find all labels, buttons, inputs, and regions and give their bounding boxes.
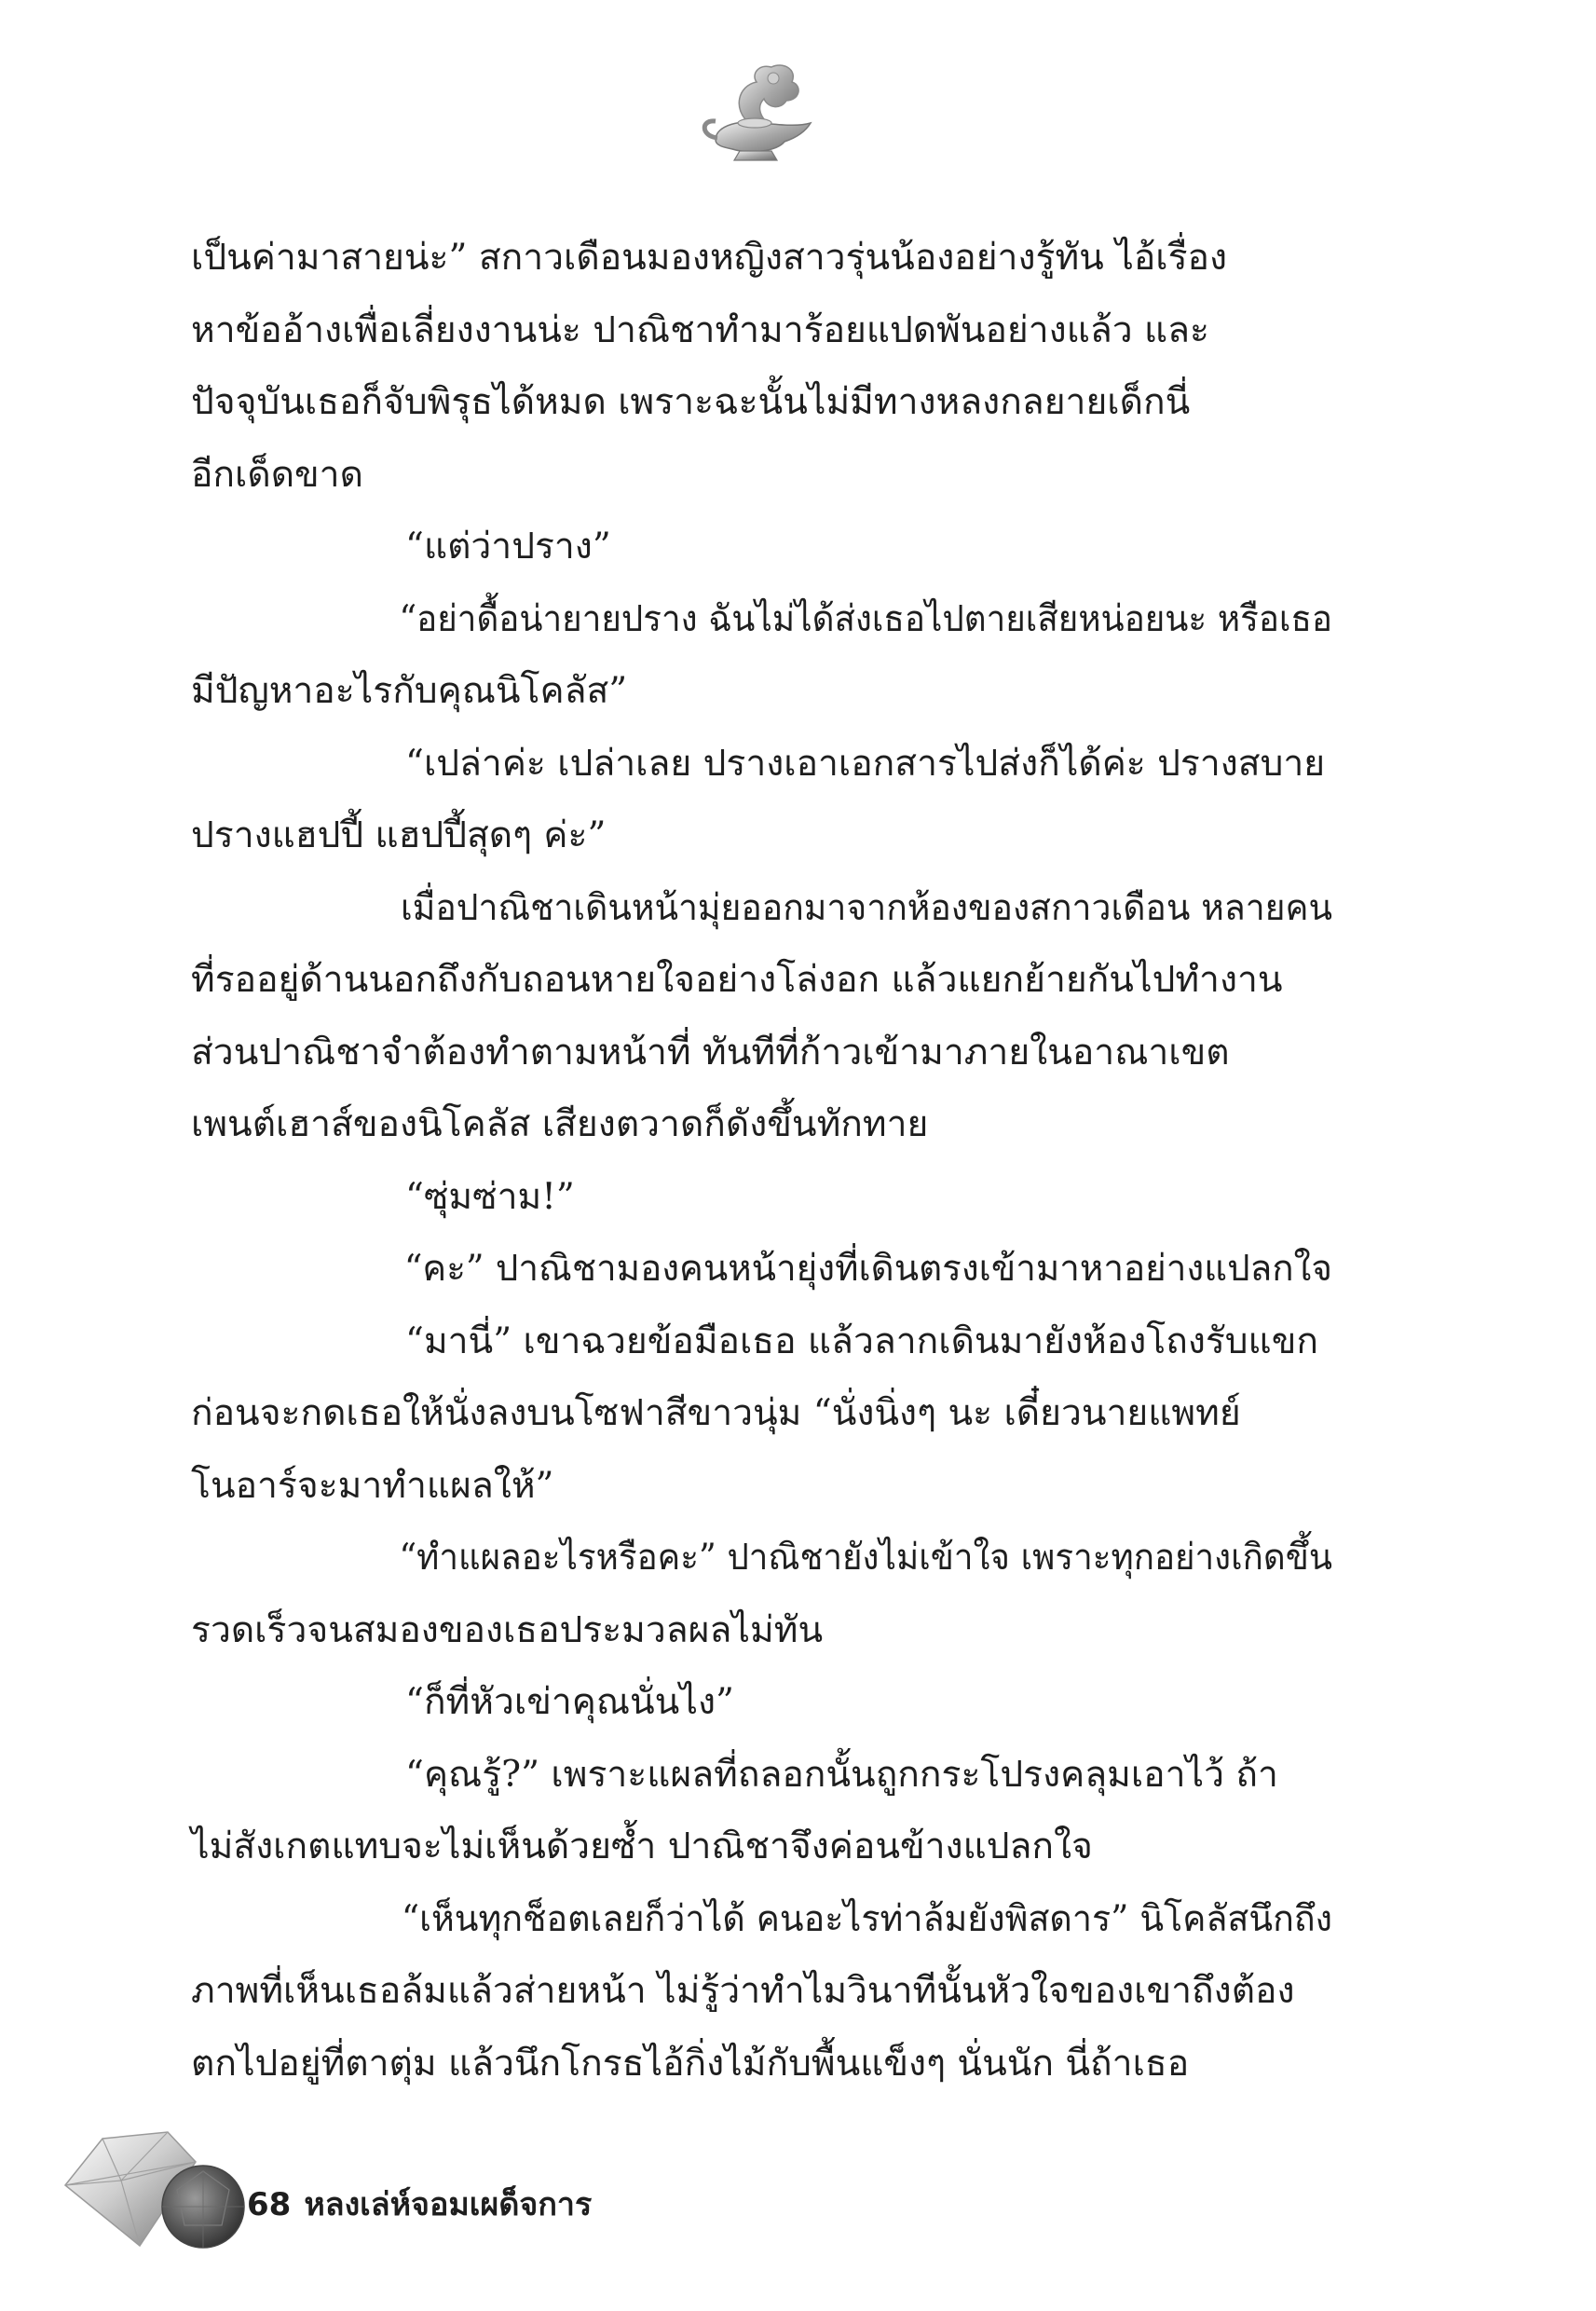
text-line: “ก็ที่หัวเข่าคุณนั่นไง” [405, 1681, 734, 1723]
body-text [191, 222, 1332, 2099]
text-line: อีกเด็ดขาด [191, 453, 363, 496]
text-line: ไม่สังเกตแทบจะไม่เห็นด้วยซ้ำ ปาณิชาจึงค่อนข้างแปลกใจ [191, 1826, 1093, 1867]
text-line: “อย่าดื้อน่ายายปราง ฉันไม่ได้ส่งเธอไปตายเสียหน่อยนะ หรือเธอ [399, 597, 1332, 640]
footer-label [247, 2179, 592, 2229]
text-line: “มานี่” เขาฉวยข้อมือเธอ แล้วลากเดินมายังห้องโถงรับแขก [405, 1320, 1318, 1362]
text-line: มีปัญหาอะไรกับคุณนิโคลัส” [191, 670, 628, 712]
text-line: ปรางแฮปปี้ แฮปปี้สุดๆ ค่ะ” [191, 814, 607, 856]
text-line: ตกไปอยู่ที่ตาตุ่ม แล้วนึกโกรธไอ้กิ่งไม้กับพื้นแข็งๆ นั่นนัก นี่ถ้าเธอ [191, 2042, 1190, 2085]
text-line: ปัจจุบันเธอก็จับพิรุธได้หมด เพราะฉะนั้นไม่มีทางหลงกลยายเด็กนี่ [191, 381, 1191, 423]
book-title: หลงเล่ห์จอมเผด็จการ [304, 2186, 593, 2223]
text-line: ที่รออยู่ด้านนอกถึงกับถอนหายใจอย่างโล่งอก แล้วแยกย้ายกันไปทำงาน [191, 959, 1283, 1001]
page-number: 68 [247, 2186, 292, 2223]
text-line: “เห็นทุกช็อตเลยก็ว่าได้ คนอะไรท่าล้มยังพิสดาร” นิโคลัสนึกถึง [401, 1897, 1332, 1940]
text-line: เพนต์เฮาส์ของนิโคลัส เสียงตวาดก็ดังขึ้นทักทาย [191, 1103, 929, 1145]
text-line: ส่วนปาณิชาจำต้องทำตามหน้าที่ ทันทีที่ก้าวเข้ามาภายในอาณาเขต [191, 1031, 1230, 1073]
text-line: ก่อนจะกดเธอให้นั่งลงบนโซฟาสีขาวนุ่ม “นั่งนิ่งๆ นะ เดี๋ยวนายแพทย์ [191, 1392, 1241, 1434]
text-line: เป็นค่ามาสายน่ะ” สกาวเดือนมองหญิงสาวรุ่นน้องอย่างรู้ทัน ไอ้เรื่อง [191, 237, 1227, 279]
text-line: ภาพที่เห็นเธอล้มแล้วส่ายหน้า ไม่รู้ว่าทำไมวินาทีนั้นหัวใจของเขาถึงต้อง [191, 1970, 1295, 2012]
text-line: โนอาร์จะมาทำแผลให้” [191, 1464, 554, 1507]
text-line: เมื่อปาณิชาเดินหน้ามุ่ยออกมาจากห้องของสกาวเดือน หลายคน [401, 886, 1332, 929]
text-line: “แต่ว่าปราง” [405, 526, 611, 567]
text-line: หาข้ออ้างเพื่อเลี่ยงงานน่ะ ปาณิชาทำมาร้อยแปดพันอย่างแล้ว และ [191, 308, 1210, 351]
text-line: “เปล่าค่ะ เปล่าเลย ปรางเอาเอกสารไปส่งก็ได้ค่ะ ปรางสบาย [405, 742, 1326, 785]
text-line: “คะ” ปาณิชามองคนหน้ายุ่งที่เดินตรงเข้ามาหาอย่างแปลกใจ [403, 1248, 1333, 1290]
text-line: “ซุ่มซ่าม!” [405, 1175, 575, 1218]
page-footer [56, 2115, 894, 2264]
text-line: รวดเร็วจนสมองของเธอประมวลผลไม่ทัน [191, 1608, 824, 1651]
diamond-icon [56, 2115, 256, 2255]
text-line: “คุณรู้?” เพราะแผลที่ถลอกนั้นถูกกระโปรงคลุมเอาไว้ ถ้า [405, 1753, 1278, 1796]
text-line: “ทำแผลอะไรหรือคะ” ปาณิชายังไม่เข้าใจ เพราะทุกอย่างเกิดขึ้น [399, 1537, 1333, 1579]
genie-lamp-icon [695, 58, 825, 170]
